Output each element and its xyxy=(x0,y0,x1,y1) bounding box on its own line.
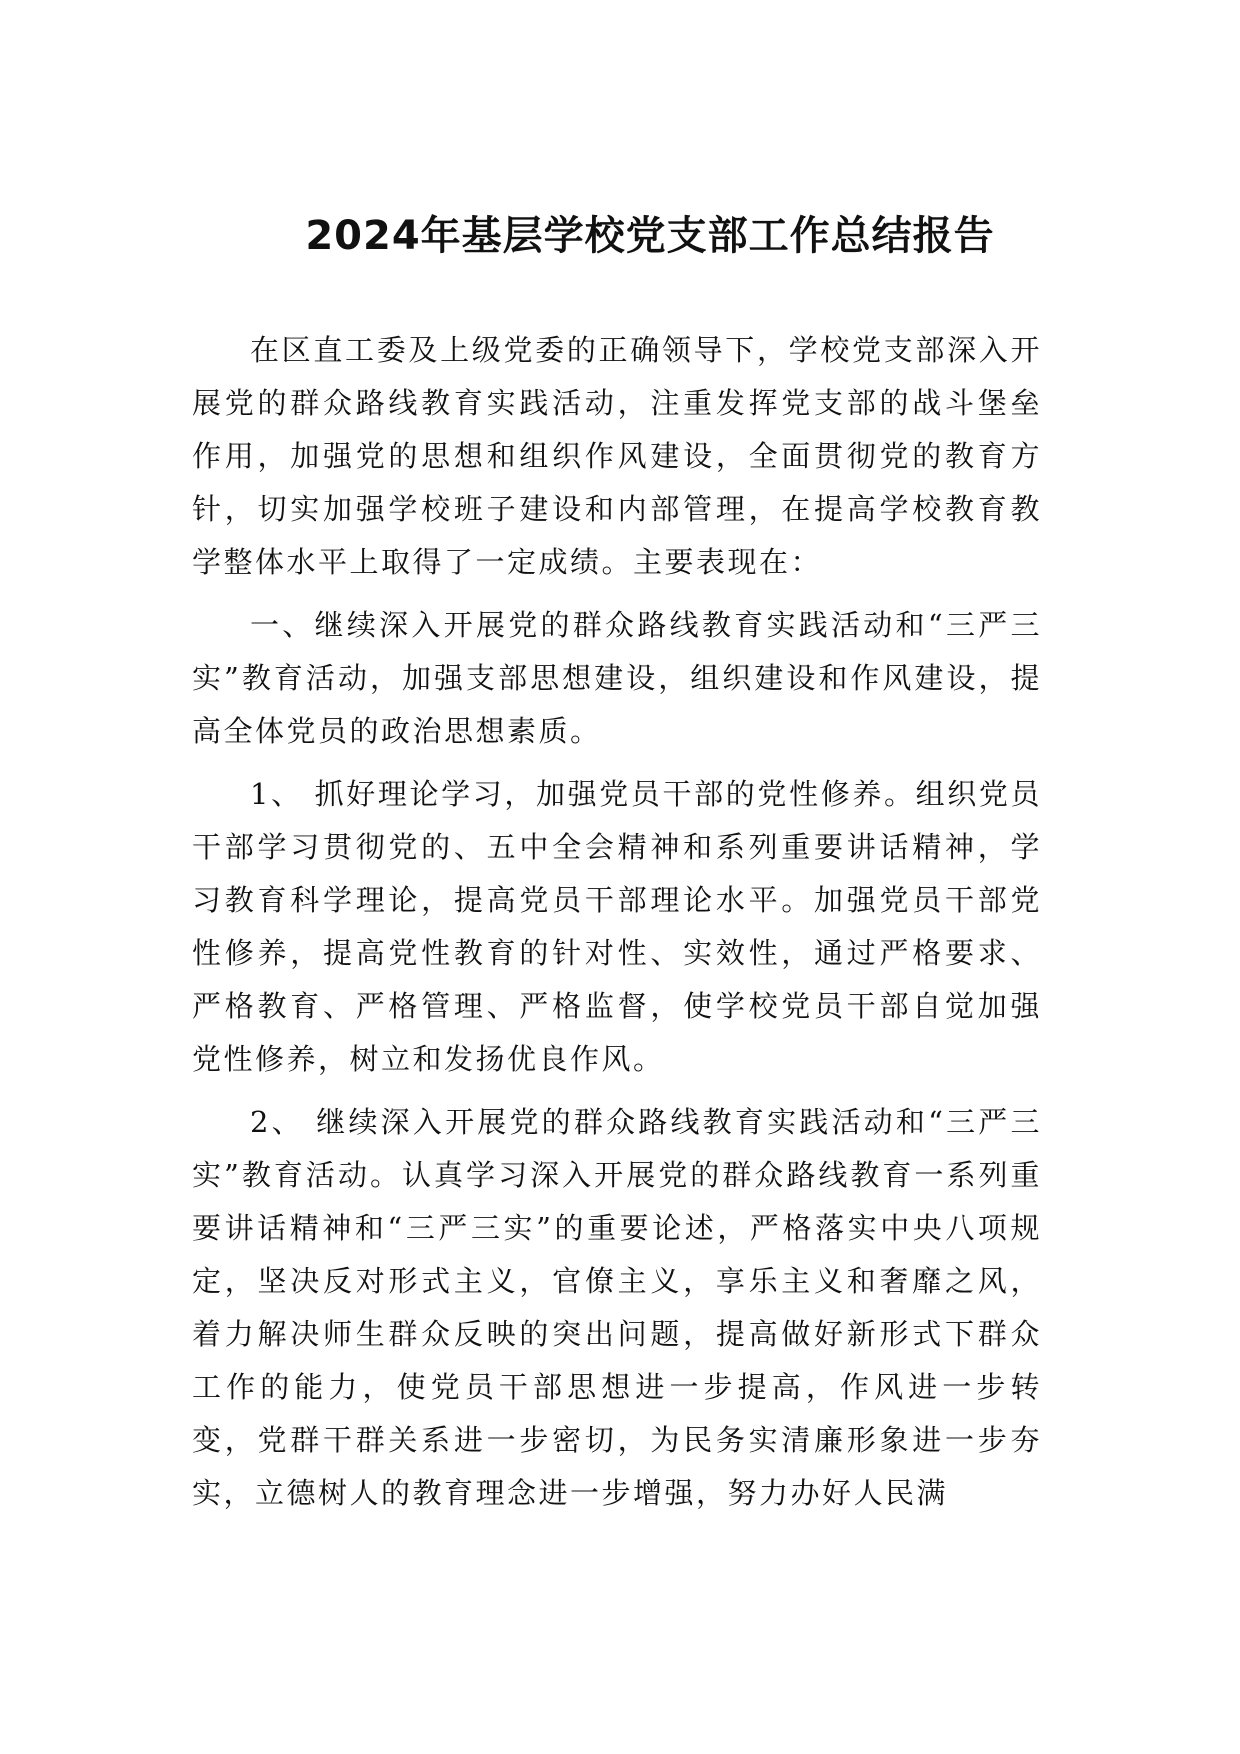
paragraph-intro: 在区直工委及上级党委的正确领导下，学校党支部深入开展党的群众路线教育实践活动，注重发挥党支部的战斗堡垒作用，加强党的思想和组织作风建设，全面贯彻党的教育方针，切实加强学校班子建设和内部管理，在提高学校教育教学整体水平上取得了一定成绩。主要表现在： xyxy=(192,333,1042,579)
document-title: 2024年基层学校党支部工作总结报告 xyxy=(305,213,995,259)
paragraph-item-one: 1、 抓好理论学习，加强党员干部的党性修养。组织党员干部学习贯彻党的、五中全会精神和系列重要讲话精神，学习教育科学理论，提高党员干部理论水平。加强党员干部党性修养，提高党性教育的针对性、实效性，通过严格要求、严格教育、严格管理、严格监督，使学校党员干部自觉加强党性修养，树立和发扬优良作风。 xyxy=(192,777,1042,1076)
paragraph-section-one: 一、继续深入开展党的群众路线教育实践活动和“三严三实”教育活动，加强支部思想建设，组织建设和作风建设，提高全体党员的政治思想素质。 xyxy=(192,608,1042,748)
document-body xyxy=(192,324,1042,1530)
paragraph-item-two: 2、 继续深入开展党的群众路线教育实践活动和“三严三实”教育活动。认真学习深入开展党的群众路线教育一系列重要讲话精神和“三严三实”的重要论述，严格落实中央八项规定，坚决反对形式主义，官僚主义，享乐主义和奢靡之风，着力解决师生群众反映的突出问题，提高做好新形式下群众工作的能力，使党员干部思想进一步提高，作风进一步转变，党群干群关系进一步密切，为民务实清廉形象进一步夯实，立德树人的教育理念进一步增强，努力办好人民满 xyxy=(192,1105,1042,1510)
